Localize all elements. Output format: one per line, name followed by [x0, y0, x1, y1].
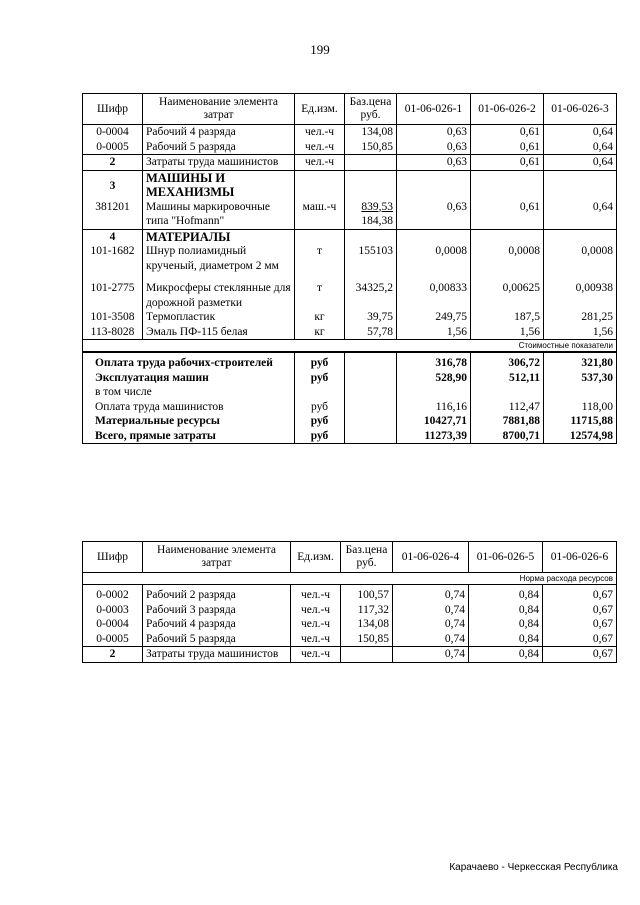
row-code: 381201 [83, 200, 143, 230]
row-name: Шнур полиамидный крученый, диаметром 2 мм [143, 244, 295, 273]
row-price: 34325,2 [345, 273, 397, 310]
summary-value: 8700,71 [471, 429, 544, 444]
row-unit: чел.-ч [291, 585, 341, 603]
row-value: 0,84 [469, 617, 543, 632]
summary-value: 7881,88 [471, 414, 544, 429]
summary-value: 512,11 [471, 371, 544, 386]
row-value: 0,64 [544, 140, 617, 155]
summary-unit: руб [295, 352, 345, 371]
row-unit: чел.-ч [295, 140, 345, 155]
table-row [83, 647, 617, 663]
row-price: 150,85 [345, 140, 397, 155]
table-row [83, 617, 617, 632]
row-name: Термопластик [143, 310, 295, 325]
resource-table-1 [82, 93, 617, 444]
row-code: 113-8028 [83, 325, 143, 340]
row-unit: чел.-ч [295, 125, 345, 140]
summary-name: в том числе [83, 385, 295, 400]
row-value: 187,5 [471, 310, 544, 325]
summary-value: 306,72 [471, 352, 544, 371]
table-header [83, 94, 617, 125]
row-value: 0,61 [471, 155, 544, 171]
row-price: 155103 [345, 244, 397, 273]
header-code: Шифр [83, 542, 143, 573]
row-value: 249,75 [397, 310, 471, 325]
row-value: 0,67 [543, 647, 617, 663]
summary-row [83, 385, 617, 400]
row-value: 0,84 [469, 585, 543, 603]
summary-row [83, 352, 617, 371]
summary-unit: руб [295, 429, 345, 444]
row-value: 0,74 [393, 632, 469, 647]
row-unit: т [295, 273, 345, 310]
row-value: 0,0008 [471, 244, 544, 273]
row-value: 0,74 [393, 617, 469, 632]
row-unit: т [295, 244, 345, 273]
summary-name: Оплата труда машинистов [83, 400, 295, 415]
row-value: 1,56 [544, 325, 617, 340]
table-header [83, 542, 617, 573]
summary-value: 11273,39 [397, 429, 471, 444]
subheader-row [83, 573, 617, 585]
row-value: 0,64 [544, 125, 617, 140]
row-price [341, 647, 393, 663]
summary-row [83, 400, 617, 415]
header-unit: Ед.изм. [291, 542, 341, 573]
summary-unit: руб [295, 371, 345, 386]
row-value: 0,64 [544, 155, 617, 171]
summary-row [83, 414, 617, 429]
summary-name: Материальные ресурсы [83, 414, 295, 429]
summary-value: 528,90 [397, 371, 471, 386]
table-row [83, 273, 617, 310]
summary-value: 316,78 [397, 352, 471, 371]
subheader-row [83, 340, 617, 353]
section-code: 4 [83, 229, 143, 244]
summary-value: 112,47 [471, 400, 544, 415]
header-col: 01-06-026-4 [393, 542, 469, 573]
row-value: 0,61 [471, 200, 544, 230]
row-value: 0,64 [544, 200, 617, 230]
table-row [83, 200, 617, 230]
row-value: 0,84 [469, 647, 543, 663]
row-name: Затраты труда машинистов [143, 647, 291, 663]
table-row [83, 125, 617, 140]
row-price: 39,75 [345, 310, 397, 325]
summary-name: Эксплуатация машин [83, 371, 295, 386]
row-unit: чел.-ч [291, 603, 341, 618]
table-row [83, 585, 617, 603]
header-col: 01-06-026-2 [471, 94, 544, 125]
row-value: 0,63 [397, 200, 471, 230]
row-price: 134,08 [345, 125, 397, 140]
row-price: 134,08 [341, 617, 393, 632]
table-row [83, 632, 617, 647]
row-value: 0,00833 [397, 273, 471, 310]
row-price: 117,32 [341, 603, 393, 618]
row-value: 0,63 [397, 140, 471, 155]
row-code: 0-0004 [83, 617, 143, 632]
header-code: Шифр [83, 94, 143, 125]
row-unit: чел.-ч [291, 617, 341, 632]
row-unit: чел.-ч [291, 647, 341, 663]
row-value: 0,74 [393, 585, 469, 603]
row-value: 0,00625 [471, 273, 544, 310]
row-price: 57,78 [345, 325, 397, 340]
row-value: 0,61 [471, 140, 544, 155]
summary-value: 12574,98 [544, 429, 617, 444]
row-price: 150,85 [341, 632, 393, 647]
row-unit: кг [295, 325, 345, 340]
page-number: 199 [310, 42, 330, 57]
row-code: 0-0002 [83, 585, 143, 603]
section-row [83, 229, 617, 244]
row-name: Рабочий 4 разряда [143, 617, 291, 632]
summary-row [83, 429, 617, 444]
page-footer: Карачаево - Черкесская Республика [449, 862, 618, 873]
row-code: 0-0003 [83, 603, 143, 618]
row-code: 2 [83, 647, 143, 663]
row-value: 0,84 [469, 632, 543, 647]
table-row [83, 155, 617, 171]
summary-value: 10427,71 [397, 414, 471, 429]
row-value: 0,74 [393, 603, 469, 618]
header-name: Наименование элемента затрат [143, 542, 291, 573]
row-unit: маш.-ч [295, 200, 345, 230]
section-row [83, 170, 617, 200]
row-code: 2 [83, 155, 143, 171]
header-price: Баз.цена руб. [341, 542, 393, 573]
row-price: 100,57 [341, 585, 393, 603]
row-price [345, 155, 397, 171]
row-value: 0,0008 [544, 244, 617, 273]
cost-indicators-label: Стоимостные показатели [83, 340, 617, 353]
summary-row [83, 371, 617, 386]
section-code: 3 [83, 170, 143, 200]
section-title: МАШИНЫ И МЕХАНИЗМЫ [143, 170, 295, 200]
row-name: Микросферы стеклянные для дорожной разметки [143, 273, 295, 310]
row-value: 0,67 [543, 585, 617, 603]
header-price: Баз.цена руб. [345, 94, 397, 125]
row-value: 0,67 [543, 617, 617, 632]
row-name: Рабочий 5 разряда [143, 632, 291, 647]
row-code: 0-0005 [83, 140, 143, 155]
price-primary: 839,53 [361, 200, 393, 213]
row-unit: кг [295, 310, 345, 325]
summary-name: Всего, прямые затраты [83, 429, 295, 444]
row-name: Эмаль ПФ-115 белая [143, 325, 295, 340]
row-code: 0-0004 [83, 125, 143, 140]
row-value: 0,67 [543, 603, 617, 618]
header-col: 01-06-026-3 [544, 94, 617, 125]
resource-table-2 [82, 541, 617, 663]
row-name: Рабочий 4 разряда [143, 125, 295, 140]
table-row [83, 310, 617, 325]
section-title: МАТЕРИАЛЫ [143, 229, 295, 244]
row-code: 101-2775 [83, 273, 143, 310]
summary-value: 537,30 [544, 371, 617, 386]
row-value: 1,56 [397, 325, 471, 340]
table-row [83, 244, 617, 273]
row-value: 0,0008 [397, 244, 471, 273]
row-value: 0,74 [393, 647, 469, 663]
row-name: Рабочий 2 разряда [143, 585, 291, 603]
row-code: 101-1682 [83, 244, 143, 273]
row-name: Рабочий 5 разряда [143, 140, 295, 155]
row-value: 0,61 [471, 125, 544, 140]
summary-name: Оплата труда рабочих-строителей [83, 352, 295, 371]
row-price [345, 200, 397, 230]
row-name: Машины маркировочные типа "Hofmann" [143, 200, 295, 230]
row-name: Затраты труда машинистов [143, 155, 295, 171]
summary-value: 116,16 [397, 400, 471, 415]
row-value: 0,00938 [544, 273, 617, 310]
row-code: 0-0005 [83, 632, 143, 647]
table-row [83, 603, 617, 618]
row-value: 281,25 [544, 310, 617, 325]
row-value: 1,56 [471, 325, 544, 340]
summary-unit: руб [295, 400, 345, 415]
row-unit: чел.-ч [291, 632, 341, 647]
header-col: 01-06-026-1 [397, 94, 471, 125]
header-col: 01-06-026-5 [469, 542, 543, 573]
header-name: Наименование элемента затрат [143, 94, 295, 125]
row-value: 0,67 [543, 632, 617, 647]
summary-unit: руб [295, 414, 345, 429]
row-code: 101-3508 [83, 310, 143, 325]
summary-value: 11715,88 [544, 414, 617, 429]
row-value: 0,63 [397, 125, 471, 140]
row-value: 0,84 [469, 603, 543, 618]
header-unit: Ед.изм. [295, 94, 345, 125]
row-name: Рабочий 3 разряда [143, 603, 291, 618]
table-row [83, 140, 617, 155]
header-col: 01-06-026-6 [543, 542, 617, 573]
table-row [83, 325, 617, 340]
price-secondary: 184,38 [361, 215, 393, 227]
row-value: 0,63 [397, 155, 471, 171]
norm-label: Норма расхода ресурсов [83, 573, 617, 585]
row-unit: чел.-ч [295, 155, 345, 171]
summary-value: 118,00 [544, 400, 617, 415]
summary-value: 321,80 [544, 352, 617, 371]
